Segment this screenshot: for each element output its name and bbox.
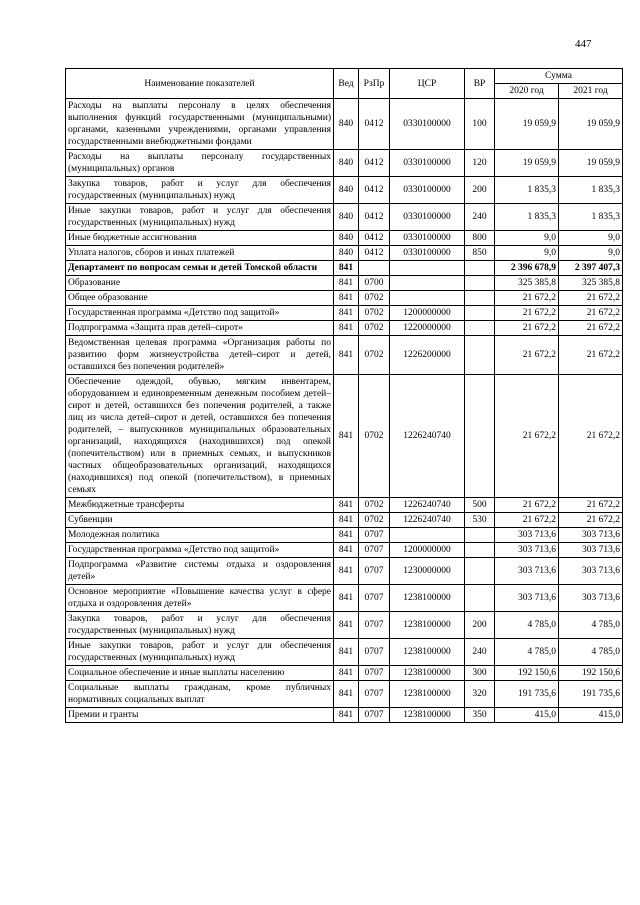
table-row: [66, 528, 623, 543]
row-vr: 200: [465, 612, 495, 639]
row-ved: 840: [334, 177, 359, 204]
row-rzpr: 0707: [359, 585, 390, 612]
row-ved: 841: [334, 543, 359, 558]
row-sum-2020: 191 735,6: [495, 681, 559, 708]
row-sum-2021: 2 397 407,3: [559, 261, 623, 276]
row-ved: 841: [334, 261, 359, 276]
row-name: Премии и гранты: [66, 708, 334, 723]
row-sum-2021: 21 672,2: [559, 306, 623, 321]
table-row: [66, 681, 623, 708]
row-sum-2020: 1 835,3: [495, 177, 559, 204]
row-vr: [465, 306, 495, 321]
row-csr: 0330100000: [390, 99, 465, 150]
table-row: [66, 708, 623, 723]
header-2020: 2020 год: [495, 84, 559, 99]
row-rzpr: 0702: [359, 306, 390, 321]
table-row: [66, 558, 623, 585]
row-sum-2021: 191 735,6: [559, 681, 623, 708]
table-row: [66, 543, 623, 558]
table-row: [66, 666, 623, 681]
row-rzpr: 0702: [359, 321, 390, 336]
row-vr: 500: [465, 498, 495, 513]
row-rzpr: 0702: [359, 513, 390, 528]
row-sum-2020: 21 672,2: [495, 513, 559, 528]
row-csr: [390, 291, 465, 306]
budget-table: [65, 68, 623, 723]
row-sum-2021: 19 059,9: [559, 99, 623, 150]
row-sum-2021: 21 672,2: [559, 321, 623, 336]
table-header: [66, 69, 623, 99]
row-vr: 240: [465, 639, 495, 666]
table-row: [66, 585, 623, 612]
row-rzpr: 0412: [359, 246, 390, 261]
row-sum-2020: 303 713,6: [495, 558, 559, 585]
row-sum-2021: 21 672,2: [559, 375, 623, 498]
row-sum-2021: 21 672,2: [559, 291, 623, 306]
row-vr: 100: [465, 99, 495, 150]
table-row: [66, 375, 623, 498]
table-row: [66, 291, 623, 306]
row-name: Расходы на выплаты персоналу государственных (муниципальных) органов: [66, 150, 334, 177]
table-row: [66, 231, 623, 246]
row-rzpr: 0700: [359, 276, 390, 291]
row-name: Межбюджетные трансферты: [66, 498, 334, 513]
page-number: 447: [575, 38, 592, 50]
row-sum-2021: 21 672,2: [559, 336, 623, 375]
row-csr: 1226200000: [390, 336, 465, 375]
header-ved: Вед: [334, 69, 359, 99]
row-rzpr: 0412: [359, 150, 390, 177]
row-sum-2020: 303 713,6: [495, 543, 559, 558]
row-vr: [465, 336, 495, 375]
row-sum-2021: 1 835,3: [559, 204, 623, 231]
row-ved: 841: [334, 585, 359, 612]
row-rzpr: 0707: [359, 681, 390, 708]
row-rzpr: 0707: [359, 708, 390, 723]
row-rzpr: 0702: [359, 375, 390, 498]
header-name: Наименование показателей: [66, 69, 334, 99]
row-sum-2020: 19 059,9: [495, 99, 559, 150]
row-vr: 200: [465, 177, 495, 204]
row-ved: 840: [334, 231, 359, 246]
row-csr: 1226240740: [390, 513, 465, 528]
row-sum-2020: 21 672,2: [495, 336, 559, 375]
row-csr: 1200000000: [390, 543, 465, 558]
row-name: Департамент по вопросам семьи и детей Томской области: [66, 261, 334, 276]
row-rzpr: 0412: [359, 177, 390, 204]
row-ved: 841: [334, 498, 359, 513]
row-ved: 840: [334, 99, 359, 150]
row-vr: [465, 321, 495, 336]
row-vr: 120: [465, 150, 495, 177]
table-row: [66, 276, 623, 291]
row-vr: [465, 261, 495, 276]
row-sum-2020: 192 150,6: [495, 666, 559, 681]
row-name: Закупка товаров, работ и услуг для обеспечения государственных (муниципальных) нужд: [66, 177, 334, 204]
row-ved: 841: [334, 291, 359, 306]
row-vr: 300: [465, 666, 495, 681]
row-csr: [390, 528, 465, 543]
row-ved: 841: [334, 612, 359, 639]
row-sum-2021: 303 713,6: [559, 585, 623, 612]
row-vr: [465, 585, 495, 612]
row-sum-2020: 303 713,6: [495, 585, 559, 612]
row-rzpr: 0412: [359, 204, 390, 231]
table-row: [66, 246, 623, 261]
row-sum-2020: 21 672,2: [495, 291, 559, 306]
row-csr: 1238100000: [390, 681, 465, 708]
row-name: Государственная программа «Детство под защитой»: [66, 543, 334, 558]
header-csr: ЦСР: [390, 69, 465, 99]
row-sum-2020: 1 835,3: [495, 204, 559, 231]
row-name: Обеспечение одеждой, обувью, мягким инвентарем, оборудованием и единовременным денежным пособием детей–сирот и детей, оставшихся без попечения родителей, а также лиц из числа детей–сирот и детей, оставшихся без попечения родителей, – выпускников муниципальных образовательных организаций, находящихся (находившихся) под опекой (попечительством) или в приемных семьях, и выпускников частных общеобразовательных организаций, находящихся (находившихся) под опекой (попечительством), в приемных семьях: [66, 375, 334, 498]
table-row: [66, 321, 623, 336]
row-vr: [465, 276, 495, 291]
header-2021: 2021 год: [559, 84, 623, 99]
row-csr: 1230000000: [390, 558, 465, 585]
row-ved: 840: [334, 150, 359, 177]
table-row: [66, 639, 623, 666]
row-name: Иные закупки товаров, работ и услуг для обеспечения государственных (муниципальных) нужд: [66, 639, 334, 666]
row-sum-2021: 303 713,6: [559, 543, 623, 558]
row-vr: 350: [465, 708, 495, 723]
row-sum-2020: 9,0: [495, 246, 559, 261]
table-body: [66, 99, 623, 723]
row-ved: 841: [334, 558, 359, 585]
row-sum-2020: 4 785,0: [495, 612, 559, 639]
table-row: [66, 204, 623, 231]
row-rzpr: 0707: [359, 528, 390, 543]
row-sum-2020: 4 785,0: [495, 639, 559, 666]
row-sum-2020: 303 713,6: [495, 528, 559, 543]
row-sum-2020: 21 672,2: [495, 306, 559, 321]
row-name: Социальное обеспечение и иные выплаты населению: [66, 666, 334, 681]
row-vr: 850: [465, 246, 495, 261]
row-vr: [465, 375, 495, 498]
row-ved: 841: [334, 306, 359, 321]
row-csr: 1238100000: [390, 708, 465, 723]
table-row: [66, 99, 623, 150]
row-sum-2020: 9,0: [495, 231, 559, 246]
row-sum-2021: 4 785,0: [559, 639, 623, 666]
row-ved: 841: [334, 321, 359, 336]
table-row: [66, 498, 623, 513]
row-rzpr: 0707: [359, 666, 390, 681]
row-sum-2021: 9,0: [559, 231, 623, 246]
table-row: [66, 261, 623, 276]
row-rzpr: 0707: [359, 639, 390, 666]
row-name: Социальные выплаты гражданам, кроме публичных нормативных социальных выплат: [66, 681, 334, 708]
row-csr: 1226240740: [390, 375, 465, 498]
row-name: Субвенции: [66, 513, 334, 528]
row-name: Основное мероприятие «Повышение качества услуг в сфере отдыха и оздоровления детей»: [66, 585, 334, 612]
row-sum-2021: 303 713,6: [559, 528, 623, 543]
row-sum-2021: 192 150,6: [559, 666, 623, 681]
row-vr: 240: [465, 204, 495, 231]
header-sum: Сумма: [495, 69, 623, 84]
row-sum-2021: 4 785,0: [559, 612, 623, 639]
row-name: Подпрограмма «Развитие системы отдыха и оздоровления детей»: [66, 558, 334, 585]
row-vr: 530: [465, 513, 495, 528]
row-sum-2021: 21 672,2: [559, 498, 623, 513]
row-csr: 1238100000: [390, 585, 465, 612]
row-sum-2021: 415,0: [559, 708, 623, 723]
row-name: Ведомственная целевая программа «Организация работы по развитию форм жизнеустройства детей–сирот и детей, оставшихся без попечения родителей»: [66, 336, 334, 375]
row-sum-2021: 9,0: [559, 246, 623, 261]
row-ved: 841: [334, 666, 359, 681]
row-name: Иные закупки товаров, работ и услуг для обеспечения государственных (муниципальных) нужд: [66, 204, 334, 231]
header-rzpr: РзПр: [359, 69, 390, 99]
table-row: [66, 612, 623, 639]
row-rzpr: 0707: [359, 558, 390, 585]
row-name: Расходы на выплаты персоналу в целях обеспечения выполнения функций государственными (муниципальными) органами, казенными учреждениями, органами управления государственными внебюджетными фондами: [66, 99, 334, 150]
row-csr: 1238100000: [390, 666, 465, 681]
table-row: [66, 513, 623, 528]
row-vr: 320: [465, 681, 495, 708]
row-rzpr: 0702: [359, 336, 390, 375]
row-rzpr: 0702: [359, 498, 390, 513]
row-name: Молодежная политика: [66, 528, 334, 543]
row-csr: 0330100000: [390, 150, 465, 177]
row-sum-2021: 303 713,6: [559, 558, 623, 585]
row-csr: 0330100000: [390, 246, 465, 261]
row-csr: 1238100000: [390, 639, 465, 666]
row-ved: 841: [334, 639, 359, 666]
row-sum-2021: 325 385,8: [559, 276, 623, 291]
row-csr: 1226240740: [390, 498, 465, 513]
row-csr: 0330100000: [390, 204, 465, 231]
row-sum-2020: 21 672,2: [495, 375, 559, 498]
table-row: [66, 336, 623, 375]
row-rzpr: 0707: [359, 612, 390, 639]
row-sum-2020: 21 672,2: [495, 321, 559, 336]
row-name: Подпрограмма «Защита прав детей–сирот»: [66, 321, 334, 336]
row-sum-2021: 19 059,9: [559, 150, 623, 177]
row-name: Общее образование: [66, 291, 334, 306]
row-name: Образование: [66, 276, 334, 291]
row-sum-2021: 21 672,2: [559, 513, 623, 528]
row-ved: 841: [334, 276, 359, 291]
row-vr: [465, 291, 495, 306]
row-ved: 841: [334, 513, 359, 528]
row-rzpr: 0707: [359, 543, 390, 558]
row-name: Закупка товаров, работ и услуг для обеспечения государственных (муниципальных) нужд: [66, 612, 334, 639]
row-csr: 1200000000: [390, 306, 465, 321]
row-name: Иные бюджетные ассигнования: [66, 231, 334, 246]
row-rzpr: 0702: [359, 291, 390, 306]
header-vr: ВР: [465, 69, 495, 99]
row-rzpr: 0412: [359, 99, 390, 150]
row-vr: [465, 558, 495, 585]
row-sum-2020: 19 059,9: [495, 150, 559, 177]
row-ved: 841: [334, 375, 359, 498]
table-row: [66, 150, 623, 177]
row-csr: [390, 276, 465, 291]
row-vr: [465, 528, 495, 543]
row-ved: 841: [334, 528, 359, 543]
row-ved: 840: [334, 204, 359, 231]
row-ved: 840: [334, 246, 359, 261]
row-rzpr: [359, 261, 390, 276]
row-csr: 1238100000: [390, 612, 465, 639]
row-sum-2020: 2 396 678,9: [495, 261, 559, 276]
table-row: [66, 177, 623, 204]
row-sum-2020: 325 385,8: [495, 276, 559, 291]
table-row: [66, 306, 623, 321]
row-csr: 0330100000: [390, 231, 465, 246]
row-sum-2021: 1 835,3: [559, 177, 623, 204]
row-name: Государственная программа «Детство под защитой»: [66, 306, 334, 321]
row-csr: 0330100000: [390, 177, 465, 204]
row-sum-2020: 21 672,2: [495, 498, 559, 513]
row-vr: 800: [465, 231, 495, 246]
row-vr: [465, 543, 495, 558]
row-rzpr: 0412: [359, 231, 390, 246]
row-ved: 841: [334, 681, 359, 708]
row-ved: 841: [334, 336, 359, 375]
row-csr: [390, 261, 465, 276]
row-name: Уплата налогов, сборов и иных платежей: [66, 246, 334, 261]
row-ved: 841: [334, 708, 359, 723]
row-sum-2020: 415,0: [495, 708, 559, 723]
row-csr: 1220000000: [390, 321, 465, 336]
